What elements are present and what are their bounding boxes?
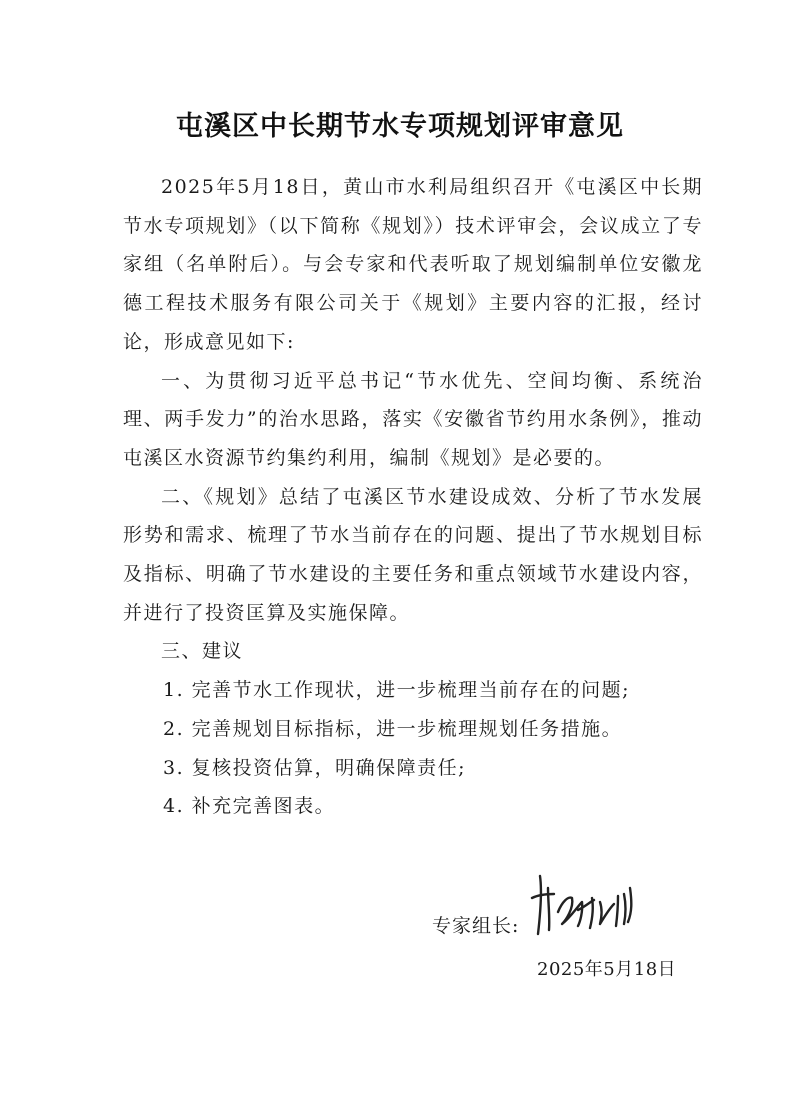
document-title: 屯溪区中长期节水专项规划评审意见 bbox=[176, 111, 624, 142]
suggestion-item: 2. 完善规划目标指标，进一步梳理规划任务措施。 bbox=[163, 717, 623, 740]
signer-label: 专家组长: bbox=[432, 915, 520, 937]
handwritten-signature bbox=[528, 868, 658, 940]
suggestion-item: 3. 复核投资估算，明确保障责任; bbox=[163, 756, 467, 779]
suggestion-item: 4. 补充完善图表。 bbox=[163, 795, 336, 818]
document-body bbox=[123, 168, 703, 826]
paragraph-item-three-heading: 三、建议 bbox=[161, 640, 244, 663]
sign-date: 2025年5月18日 bbox=[537, 959, 677, 980]
suggestion-item: 1. 完善节水工作现状，进一步梳理当前存在的问题; bbox=[163, 679, 631, 702]
paragraph-item-one: 一、为贯彻习近平总书记“节水优先、空间均衡、系统治理、两手发力”的治水思路，落实《安徽省节约用水条例》，推动屯溪区水资源节约集约利用，编制《规划》是必要的。 bbox=[123, 369, 703, 469]
paragraph-item-two: 二、《规划》总结了屯溪区节水建设成效、分析了节水发展形势和需求、梳理了节水当前存在的问题、提出了节水规划目标及指标、明确了节水建设的主要任务和重点领域节水建设内容，并进行了投资匡算及实施保障。 bbox=[123, 485, 703, 624]
paragraph-intro: 2025年5月18日，黄山市水利局组织召开《屯溪区中长期节水专项规划》（以下简称《规划》）技术评审会，会议成立了专家组（名单附后）。与会专家和代表听取了规划编制单位安徽龙德工程技术服务有限公司关于《规划》主要内容的汇报，经讨论，形成意见如下: bbox=[123, 176, 703, 353]
